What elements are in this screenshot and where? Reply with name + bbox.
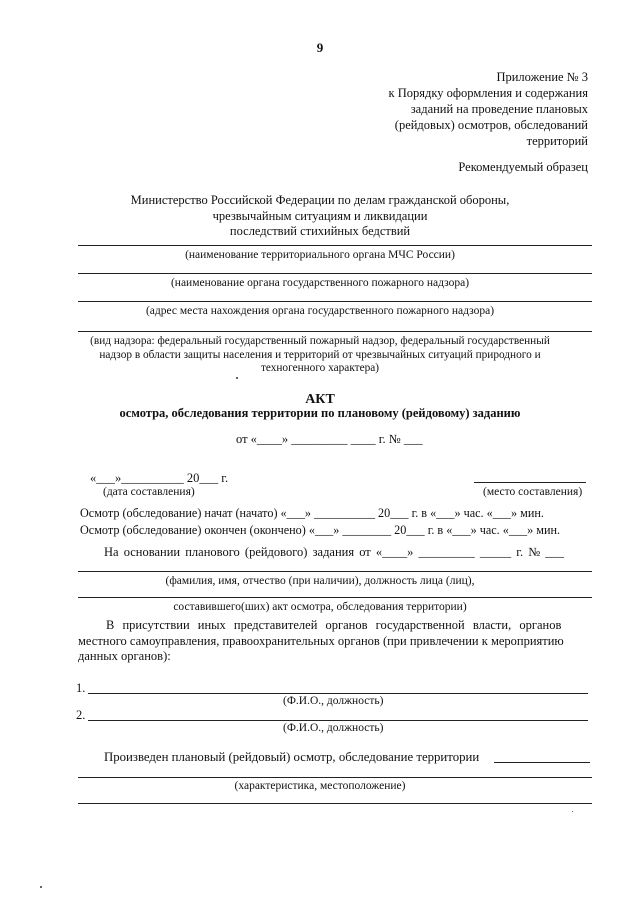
ministry-line: чрезвычайным ситуациям и ликвидации	[212, 208, 428, 223]
compiler-field[interactable]	[78, 597, 592, 598]
fire-organ-caption: (наименование органа государственного пожарного надзора)	[170, 277, 470, 289]
entry-number: 2.	[76, 708, 86, 722]
territorial-organ-caption: (наименование территориального органа МЧС России)	[185, 249, 455, 261]
ministry-name	[0, 193, 640, 240]
compilation-place-caption: (место составления)	[483, 486, 583, 498]
characteristic-caption: (характеристика, местоположение)	[234, 780, 406, 792]
appendix-header	[389, 69, 588, 149]
address-field[interactable]	[78, 301, 592, 302]
territorial-organ-field[interactable]	[78, 245, 592, 246]
supervision-type-caption	[0, 335, 640, 376]
address-caption: (адрес места нахождения органа государственного пожарного надзора)	[145, 305, 495, 317]
appendix-line: к Порядку оформления и содержания	[388, 86, 588, 100]
ministry-line: последствий стихийных бедствий	[229, 224, 411, 238]
act-date-number-line[interactable]: от «____» _________ ____ г. № ___	[236, 432, 423, 446]
inspection-ended-line[interactable]: Осмотр (обследование) окончен (окончено) «___» ________ 20___ г. в «___» час. «___» мин.	[80, 523, 561, 537]
supervision-caption-line: надзор в области защиты населения и территорий от чрезвычайных ситуаций природного и	[99, 348, 541, 361]
scan-speck	[40, 886, 42, 888]
person-caption: (фамилия, имя, отчество (при наличии), должность лица (лиц),	[165, 575, 475, 587]
conducted-line: Произведен плановый (рейдовый) осмотр, обследование территории	[104, 750, 480, 764]
presence-entry-field[interactable]	[88, 693, 588, 694]
inspection-started-line[interactable]: Осмотр (обследование) начат (начато) «___» __________ 20___ г. в «___» час. «___» мин.	[80, 506, 544, 520]
entry-caption: (Ф.И.О., должность)	[283, 722, 384, 734]
supervision-caption-line: техногенного характера)	[260, 362, 380, 374]
compiler-caption: составившего(ших) акт осмотра, обследования территории)	[173, 601, 467, 613]
fire-organ-field[interactable]	[78, 273, 592, 274]
page-number: 9	[316, 40, 324, 55]
act-subtitle: осмотра, обследования территории по плановому (рейдовому) заданию	[119, 406, 521, 420]
entry-caption: (Ф.И.О., должность)	[283, 695, 384, 707]
compilation-date-caption: (дата составления)	[103, 486, 195, 498]
appendix-line: заданий на проведение плановых	[410, 102, 588, 116]
ministry-line: Министерство Российской Федерации по делам гражданской обороны,	[130, 193, 510, 207]
presence-entry-field[interactable]	[88, 720, 588, 721]
scan-speck	[236, 377, 238, 379]
scan-speck	[572, 811, 573, 812]
supervision-caption-line: (вид надзора: федеральный государственный пожарный надзор, федеральный государственный	[90, 335, 550, 347]
basis-line[interactable]: На основании планового (рейдового) задания от «____» _________ _____ г. № ___	[104, 545, 565, 559]
conducted-field[interactable]	[494, 762, 590, 763]
characteristic-field[interactable]	[78, 777, 592, 778]
appendix-line: (рейдовых) осмотров, обследований	[394, 118, 588, 132]
characteristic-field-2[interactable]	[78, 803, 592, 804]
presence-paragraph	[78, 618, 596, 665]
act-title: АКТ	[305, 392, 335, 407]
appendix-line: Приложение № 3	[496, 70, 588, 84]
compilation-place-field[interactable]	[474, 482, 586, 483]
presence-line: данных органов):	[78, 649, 171, 663]
entry-number: 1.	[76, 681, 86, 695]
recommended-sample-label: Рекомендуемый образец	[458, 160, 588, 174]
supervision-type-field[interactable]	[78, 331, 592, 332]
presence-line: В присутствии иных представителей органов государственной власти, органов	[106, 618, 562, 632]
person-field[interactable]	[78, 571, 592, 572]
presence-line: местного самоуправления, правоохранительных органов (при привлечении к мероприятию	[78, 633, 564, 648]
compilation-date-field[interactable]: «___»__________ 20___ г.	[90, 471, 229, 485]
appendix-line: территорий	[526, 134, 588, 148]
